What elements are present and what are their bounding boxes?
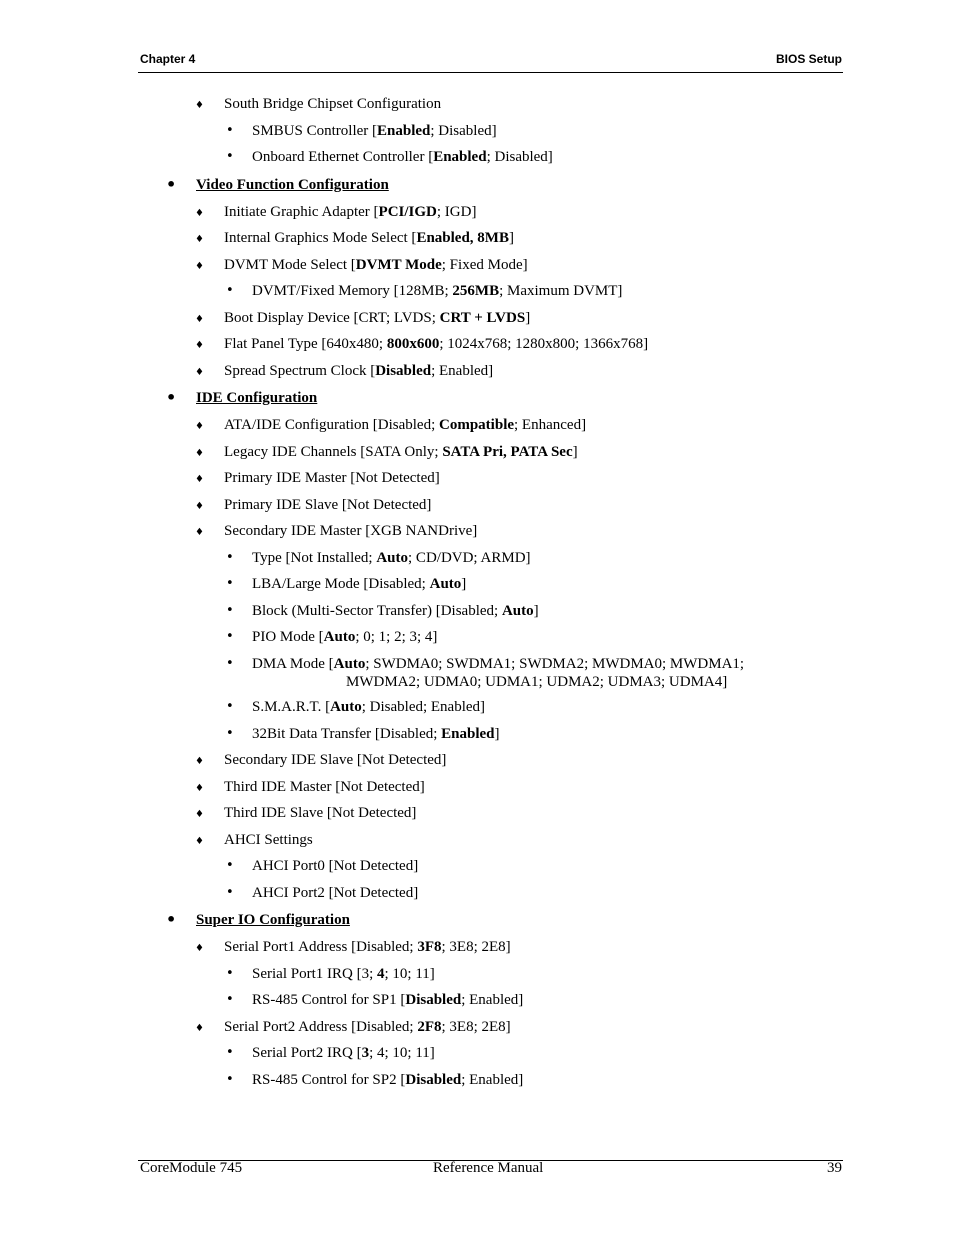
bullet-icon: • — [226, 149, 234, 164]
header-rule — [138, 72, 843, 73]
list-item-continuation: MWDMA2; UDMA0; UDMA1; UDMA2; UDMA3; UDMA4] — [346, 674, 728, 690]
item-text: Serial Port1 IRQ [3; — [252, 966, 377, 982]
list-item — [195, 256, 528, 274]
default-value: 4 — [377, 966, 385, 982]
bullet-icon: • — [226, 966, 234, 981]
diamond-bullet-icon: ♦ — [195, 367, 204, 378]
item-text: Internal Graphics Mode Select [ — [224, 230, 417, 246]
bullet-icon: • — [226, 576, 234, 591]
bullet-icon: • — [226, 550, 234, 565]
diamond-bullet-icon: ♦ — [195, 314, 204, 325]
item-text: Serial Port2 IRQ [ — [252, 1045, 362, 1061]
item-text: ] — [494, 726, 500, 742]
default-value: 3 — [361, 1045, 370, 1061]
item-text: ] — [525, 310, 531, 326]
item-text: ; Disabled; Enabled] — [361, 699, 486, 715]
section-heading — [166, 910, 350, 929]
list-item — [226, 698, 486, 716]
item-text: S.M.A.R.T. [ — [252, 699, 331, 715]
diamond-bullet-icon: ♦ — [195, 943, 204, 954]
diamond-bullet-icon: ♦ — [195, 208, 204, 219]
bullet-icon: • — [226, 858, 234, 873]
list-item — [195, 229, 514, 247]
item-text: Initiate Graphic Adapter [ — [224, 204, 379, 220]
default-value: Disabled — [375, 363, 432, 379]
default-value: Compatible — [439, 417, 515, 433]
list-item — [195, 95, 442, 113]
list-item — [226, 282, 623, 300]
list-item — [195, 496, 432, 514]
item-text: DVMT Mode Select [ — [224, 257, 356, 273]
diamond-bullet-icon: ♦ — [195, 836, 204, 847]
diamond-bullet-icon: ♦ — [195, 340, 204, 351]
list-item — [195, 522, 478, 540]
list-item — [226, 549, 531, 567]
item-text: South Bridge Chipset Configuration — [224, 96, 442, 112]
diamond-bullet-icon: ♦ — [195, 234, 204, 245]
list-item — [226, 122, 497, 140]
default-value: 3F8 — [417, 939, 442, 955]
list-item — [226, 148, 553, 166]
diamond-bullet-icon: ♦ — [195, 261, 204, 272]
list-item — [195, 203, 477, 221]
item-text: Third IDE Slave [Not Detected] — [224, 805, 417, 821]
item-text: ; Disabled] — [430, 123, 497, 139]
list-item — [226, 1071, 524, 1089]
item-text: ; Disabled] — [486, 149, 553, 165]
list-item — [226, 628, 438, 646]
item-text: Legacy IDE Channels [SATA Only; — [224, 444, 443, 460]
diamond-bullet-icon: ♦ — [195, 756, 204, 767]
list-item — [226, 725, 500, 743]
list-item — [226, 602, 539, 620]
default-value: 2F8 — [417, 1019, 442, 1035]
section-heading — [166, 175, 389, 194]
item-text: Flat Panel Type [640x480; — [224, 336, 387, 352]
item-text: ; 3E8; 2E8] — [441, 1019, 511, 1035]
diamond-bullet-icon: ♦ — [195, 100, 204, 111]
item-text: ] — [461, 576, 467, 592]
diamond-bullet-icon: ♦ — [195, 501, 204, 512]
item-text: RS-485 Control for SP2 [ — [252, 1072, 406, 1088]
default-value: Disabled — [405, 992, 462, 1008]
item-text: DVMT/Fixed Memory [128MB; — [252, 283, 453, 299]
bullet-icon: • — [166, 388, 177, 407]
list-item — [195, 938, 511, 956]
item-text: ] — [533, 603, 539, 619]
item-text: Secondary IDE Slave [Not Detected] — [224, 752, 447, 768]
list-item — [226, 655, 745, 673]
list-item — [226, 575, 467, 593]
item-text: Type [Not Installed; — [252, 550, 377, 566]
item-text: ; IGD] — [436, 204, 477, 220]
default-value: PCI/IGD — [378, 204, 437, 220]
list-item — [195, 362, 494, 380]
bullet-icon: • — [226, 1045, 234, 1060]
item-text: ; Fixed Mode] — [441, 257, 528, 273]
list-item — [195, 416, 587, 434]
page-number: 39 — [827, 1160, 842, 1176]
list-item — [195, 778, 425, 796]
default-value: Auto — [501, 603, 534, 619]
item-text: PIO Mode [ — [252, 629, 324, 645]
item-text: ] — [508, 230, 514, 246]
list-item — [226, 884, 419, 902]
diamond-bullet-icon: ♦ — [195, 448, 204, 459]
diamond-bullet-icon: ♦ — [195, 474, 204, 485]
item-text: Third IDE Master [Not Detected] — [224, 779, 425, 795]
item-text: SMBUS Controller [ — [252, 123, 378, 139]
item-text: ; Enabled] — [461, 992, 524, 1008]
item-text: Secondary IDE Master [XGB NANDrive] — [224, 523, 478, 539]
item-text: Boot Display Device [CRT; LVDS; — [224, 310, 440, 326]
bullet-icon: • — [166, 175, 177, 194]
bullet-icon: • — [226, 629, 234, 644]
item-text: 32Bit Data Transfer [Disabled; — [252, 726, 442, 742]
item-text: ] — [572, 444, 578, 460]
item-text: ; Enhanced] — [514, 417, 587, 433]
item-text: Serial Port2 Address [Disabled; — [224, 1019, 418, 1035]
bullet-icon: • — [226, 992, 234, 1007]
default-value: Auto — [333, 656, 366, 672]
running-header-chapter: Chapter 4 — [140, 52, 196, 66]
item-text: AHCI Settings — [224, 832, 313, 848]
diamond-bullet-icon: ♦ — [195, 783, 204, 794]
bullet-icon: • — [226, 1072, 234, 1087]
item-text: ; 10; 11] — [384, 966, 435, 982]
section-title: Super IO Configuration — [196, 912, 350, 928]
default-value: Disabled — [405, 1072, 462, 1088]
bullet-icon: • — [226, 726, 234, 741]
default-value: Auto — [330, 699, 362, 715]
bullet-icon: • — [226, 699, 234, 714]
running-header-section: BIOS Setup — [775, 52, 842, 66]
section-title: Video Function Configuration — [196, 177, 389, 193]
list-item — [195, 469, 440, 487]
item-text: ; 1024x768; 1280x800; 1366x768] — [439, 336, 649, 352]
item-text: Block (Multi-Sector Transfer) [Disabled; — [252, 603, 502, 619]
list-item — [226, 991, 524, 1009]
default-value: Enabled — [377, 123, 431, 139]
item-text: AHCI Port0 [Not Detected] — [252, 858, 419, 874]
list-item — [195, 309, 531, 327]
item-text: ; 0; 1; 2; 3; 4] — [355, 629, 438, 645]
footer-product: CoreModule 745 — [140, 1160, 243, 1176]
diamond-bullet-icon: ♦ — [195, 421, 204, 432]
item-text: ; CD/DVD; ARMD] — [408, 550, 531, 566]
item-text: Onboard Ethernet Controller [ — [252, 149, 434, 165]
default-value: DVMT Mode — [355, 257, 442, 273]
item-text: DMA Mode [ — [252, 656, 334, 672]
list-item — [195, 804, 417, 822]
list-item — [195, 831, 313, 849]
default-value: Enabled — [441, 726, 495, 742]
list-item — [226, 1044, 435, 1062]
list-item — [195, 1018, 511, 1036]
item-text: Serial Port1 Address [Disabled; — [224, 939, 418, 955]
bullet-icon: • — [226, 603, 234, 618]
item-text: Spread Spectrum Clock [ — [224, 363, 376, 379]
bullet-icon: • — [166, 910, 177, 929]
default-value: Enabled — [433, 149, 487, 165]
item-text: LBA/Large Mode [Disabled; — [252, 576, 430, 592]
default-value: Enabled, 8MB — [416, 230, 509, 246]
item-text: Primary IDE Slave [Not Detected] — [224, 497, 432, 513]
diamond-bullet-icon: ♦ — [195, 809, 204, 820]
item-text: ; Enabled] — [461, 1072, 524, 1088]
default-value: CRT + LVDS — [439, 310, 526, 326]
default-value: 800x600 — [386, 336, 440, 352]
list-item — [195, 335, 649, 353]
bullet-icon: • — [226, 885, 234, 900]
diamond-bullet-icon: ♦ — [195, 1023, 204, 1034]
item-text: AHCI Port2 [Not Detected] — [252, 885, 419, 901]
default-value: Auto — [429, 576, 462, 592]
list-item — [226, 965, 435, 983]
item-text: ; 4; 10; 11] — [369, 1045, 435, 1061]
list-item — [195, 443, 578, 461]
item-text: ; Enabled] — [431, 363, 494, 379]
section-heading — [166, 388, 318, 407]
item-text: ATA/IDE Configuration [Disabled; — [224, 417, 440, 433]
default-value: SATA Pri, PATA Sec — [442, 444, 573, 460]
item-text: RS-485 Control for SP1 [ — [252, 992, 406, 1008]
list-item — [226, 857, 419, 875]
list-item — [195, 751, 447, 769]
item-text: ; 3E8; 2E8] — [441, 939, 511, 955]
footer-manual-title: Reference Manual — [433, 1160, 544, 1176]
item-text: Primary IDE Master [Not Detected] — [224, 470, 440, 486]
section-title: IDE Configuration — [196, 390, 318, 406]
bullet-icon: • — [226, 283, 234, 298]
default-value: 256MB — [452, 283, 500, 299]
bullet-icon: • — [226, 123, 234, 138]
default-value: Auto — [376, 550, 409, 566]
default-value: Auto — [323, 629, 356, 645]
bullet-icon: • — [226, 656, 234, 671]
item-text: ; SWDMA0; SWDMA1; SWDMA2; MWDMA0; MWDMA1; — [365, 656, 745, 672]
item-text: ; Maximum DVMT] — [499, 283, 623, 299]
diamond-bullet-icon: ♦ — [195, 527, 204, 538]
